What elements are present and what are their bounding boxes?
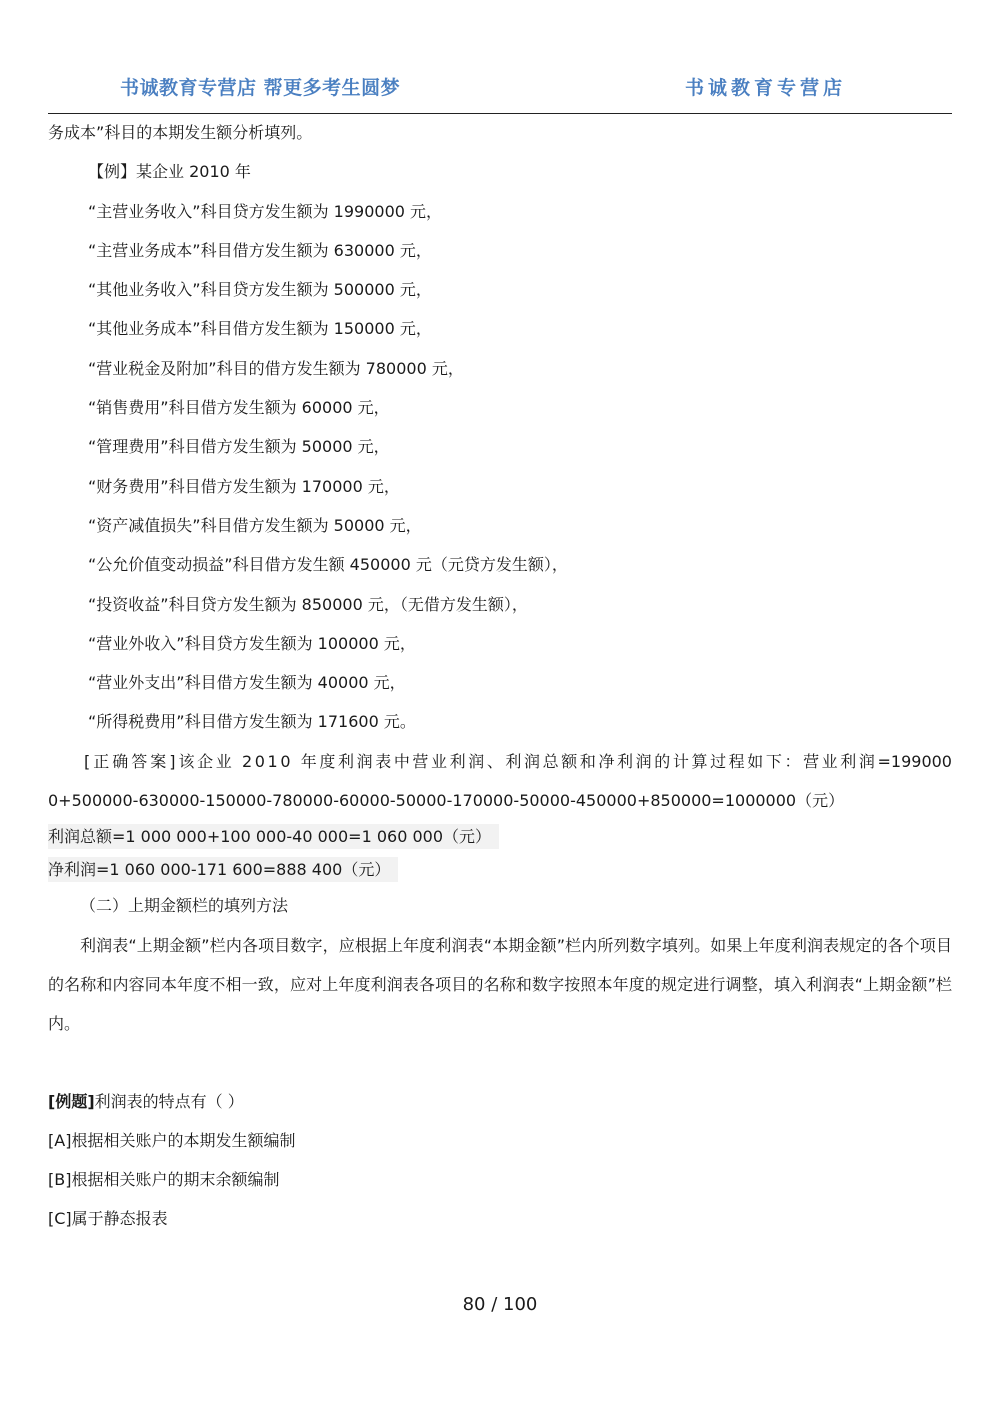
example-item: “主营业务成本”科目借方发生额为 630000 元， [88, 240, 432, 260]
example-item: “投资收益”科目贷方发生额为 850000 元，（无借方发生额）， [88, 594, 528, 614]
section-title: （二）上期金额栏的填列方法 [80, 896, 289, 916]
example-item: “其他业务成本”科目借方发生额为 150000 元， [88, 319, 432, 339]
page-separator: / [485, 1294, 504, 1315]
page-number [0, 1294, 1000, 1315]
answer-lead: 该企业 2010 年度利润表中营业利润、利润总额和净利润的计算过程如下：营业利润 [178, 751, 878, 771]
document-body [48, 113, 952, 1239]
total-profit-line [48, 820, 952, 853]
example-item: “营业外收入”科目贷方发生额为 100000 元， [88, 633, 416, 653]
answer-formula: =1990000+500000-630000-150000-780000-60000-50000-170000-50000-450000+850000=1000000（元） [48, 751, 952, 811]
question-label: [例题] [48, 1091, 95, 1111]
answer-paragraph [48, 742, 952, 821]
option-key: [C] [48, 1209, 72, 1229]
example-item: “其他业务收入”科目贷方发生额为 500000 元， [88, 280, 432, 300]
option-key: [B] [48, 1170, 72, 1190]
option-text: 属于静态报表 [71, 1209, 168, 1229]
net-profit: 净利润=1 060 000-171 600=888 400（元） [48, 857, 398, 882]
answer-label: [正确答案] [84, 751, 179, 771]
example-item: “管理费用”科目借方发生额为 50000 元， [88, 437, 390, 457]
question-option-c [48, 1199, 952, 1238]
page-header [48, 0, 952, 114]
option-key: [A] [48, 1130, 72, 1150]
example-item: “所得税费用”科目借方发生额为 171600 元。 [88, 712, 416, 732]
example-item: “公允价值变动损益”科目借方发生额 450000 元（元贷方发生额）， [88, 555, 568, 575]
section-paragraph: 利润表“上期金额”栏内各项目数字，应根据上年度利润表“本期金额”栏内所列数字填列。如果上年度利润表规定的各个项目的名称和内容同本年度不相一致，应对上年度利润表各项目的名称和数字按照本年度的规定进行调整，填入利润表“上期金额”栏内。 [48, 935, 952, 1034]
example-item: “财务费用”科目借方发生额为 170000 元， [88, 476, 400, 496]
example-title: 【例】某企业 2010 年 [88, 162, 251, 182]
question-stem [48, 1082, 952, 1121]
question-text: 利润表的特点有（ ） [94, 1091, 244, 1111]
option-text: 根据相关账户的期末余额编制 [71, 1170, 280, 1190]
question-option-a [48, 1121, 952, 1160]
page-total: 100 [503, 1294, 538, 1315]
header-shop-name: 书诚教育专营店 [684, 77, 846, 99]
page-current: 80 [462, 1294, 486, 1315]
total-profit: 利润总额=1 000 000+100 000-40 000=1 060 000（元） [48, 824, 499, 849]
example-item: “营业外支出”科目借方发生额为 40000 元， [88, 673, 406, 693]
header-shop-slogan: 书诚教育专营店 帮更多考生圆梦 [120, 77, 401, 99]
example-item: “销售费用”科目借方发生额为 60000 元， [88, 398, 390, 418]
example-item: “营业税金及附加”科目的借方发生额为 780000 元， [88, 358, 464, 378]
example-item: “主营业务收入”科目贷方发生额为 1990000 元， [88, 201, 443, 221]
net-profit-line [48, 853, 952, 886]
question-option-b [48, 1160, 952, 1199]
example-item: “资产减值损失”科目借方发生额为 50000 元， [88, 515, 422, 535]
intro-line: 务成本”科目的本期发生额分析填列。 [48, 123, 313, 142]
option-text: 根据相关账户的本期发生额编制 [71, 1130, 296, 1150]
